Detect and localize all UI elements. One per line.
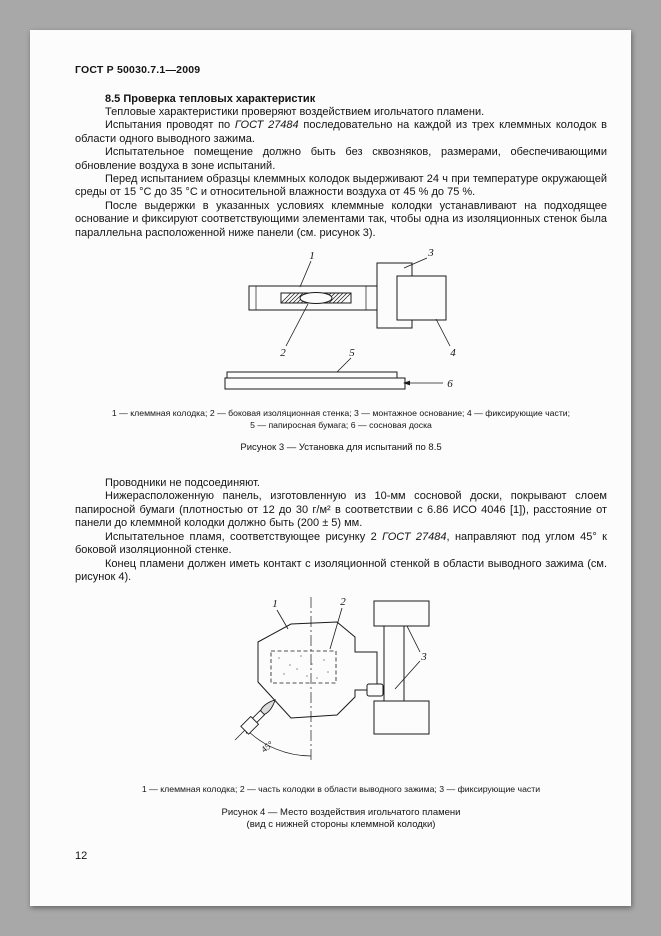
callout-5: 5 [348, 347, 355, 360]
paragraph-6: Проводники не подсоединяют. [105, 477, 260, 490]
section-heading: 8.5 Проверка тепловых характеристик [105, 93, 316, 105]
figure-4 [75, 594, 607, 831]
paragraph-2 [75, 119, 607, 146]
paragraph-1: Тепловые характеристики проверяют воздействием игольчатого пламени. [105, 106, 485, 118]
angle-label: 45° [258, 739, 275, 755]
callout-4: 4 [449, 347, 456, 360]
callout-3: 3 [420, 651, 427, 664]
callout-6: 6 [446, 378, 453, 391]
figure-3-legend [75, 408, 607, 431]
callout-2: 2 [339, 596, 346, 609]
figure-4-drawing [229, 594, 454, 772]
text-segment: , направляют под углом 45° к боковой изоляционной стенке. [75, 530, 607, 557]
figure-4-caption [75, 807, 607, 831]
figure-3-caption: Рисунок 3 — Установка для испытаний по 8.5 [240, 442, 442, 454]
callout-2: 2 [279, 347, 286, 360]
caption-line-1: Рисунок 4 — Место воздействия игольчатого пламени [221, 806, 461, 818]
paragraph-5: После выдержки в указанных условиях клеммные колодки устанавливают на подходящее основание и фиксируют соответствующими элементами так, чтобы одна из изоляционных стенок была параллельна расположенной ниже панели (см. рисунок 3). [75, 199, 607, 239]
paragraph-3: Испытательное помещение должно быть без сквозняков, размерами, обеспечивающими обновление воздуха в зоне испытаний. [75, 146, 607, 172]
clamp-opening [300, 293, 332, 304]
figure-3-drawing [224, 246, 459, 396]
callout-3: 3 [427, 247, 434, 260]
page-number: 12 [75, 850, 88, 862]
text-segment: Испытательное пламя, соответствующее рисунку 2 [105, 530, 383, 543]
fixing-part [397, 276, 446, 320]
text-segment: Испытания проводят по [105, 119, 235, 132]
tissue-paper [227, 372, 397, 378]
caption-line-2: (вид с нижней стороны клеммной колодки) [246, 818, 436, 830]
terminal-block-outline [258, 622, 377, 718]
callout-1: 1 [271, 598, 278, 611]
angle-arc [246, 729, 311, 756]
figure-4-legend: 1 — клеммная колодка; 2 — часть колодки в области выводного зажима; 3 — фиксирующие части [141, 784, 541, 795]
pine-board [225, 378, 405, 389]
callout-1: 1 [308, 250, 315, 263]
document-page [30, 30, 631, 906]
paragraph-7: Нижерасположенную панель, изготовленную из 10-мм сосновой доски, покрывают слоем папиросной бумаги (плотностью от 12 до 30 г/м² в соответствии с 6.86 ИСО 4046 [1]), расстояние от панели до клеммной колодки должно быть (200 ± 5) мм. [75, 490, 607, 530]
gost-reference: ГОСТ 27484 [382, 530, 447, 543]
legend-line-2: 5 — папиросная бумага; 6 — сосновая доска [250, 419, 432, 430]
paragraph-8 [75, 531, 607, 558]
text-segment: последовательно на каждой из трех клеммных колодок в области одного выводного зажима. [75, 119, 607, 145]
text-block-2 [75, 477, 607, 584]
gost-reference: ГОСТ 27484 [234, 119, 299, 132]
needle-flame [240, 696, 278, 734]
legend-line-1: 1 — клеммная колодка; 2 — боковая изоляционная стенка; 3 — монтажное основание; 4 — фиксирующие части; [111, 408, 571, 419]
figure-3 [75, 246, 607, 454]
doc-number: ГОСТ Р 50030.7.1—2009 [75, 64, 201, 76]
paragraph-4: Перед испытанием образцы клеммных колодок выдерживают 24 ч при температуре окружающей среды от 15 °С до 35 °С и относительной влажности воздуха от 45 % до 75 %. [75, 173, 607, 199]
paragraph-9: Конец пламени должен иметь контакт с изоляционной стенкой в области выводного зажима (см. рисунок 4). [75, 557, 607, 583]
